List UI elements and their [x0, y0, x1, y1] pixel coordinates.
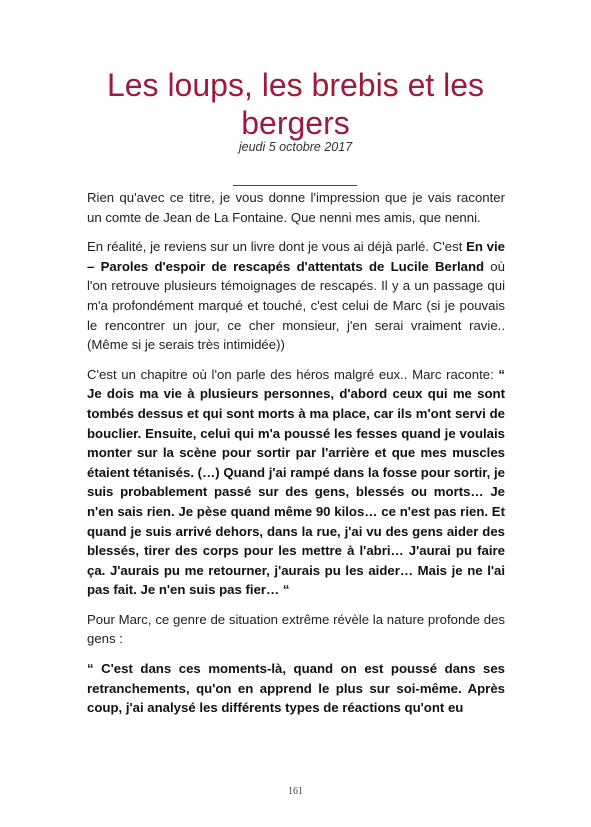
paragraph-extreme-situation: Pour Marc, ce genre de situation extrême révèle la nature profonde des gens : — [87, 611, 505, 647]
paragraph-intro: Rien qu'avec ce titre, je vous donne l'impression que je vais raconter un comte de Jean de La Fontaine. Que nenni mes amis, que nenni. — [87, 190, 505, 225]
quote-intro-text: C'est un chapitre où l'on parle des héros malgré eux.. Marc raconte: — [87, 366, 499, 382]
book-title: En vie – Paroles d'espoir de rescapés d'attentats de Lucile Berland — [87, 239, 505, 274]
paragraph-marc-quote — [87, 365, 505, 600]
book-intro-text: En réalité, je reviens sur un livre dont je vous ai déjà parlé. C'est — [87, 239, 467, 255]
article-date: jeudi 5 octobre 2017 — [238, 140, 353, 154]
page-number: 161 — [288, 786, 303, 797]
title-separator — [233, 185, 357, 186]
book-description-text: où l'on retrouve plusieurs témoignages de rescapés. Il y a un passage qui m'a profondément marqué et touché, c'est celui de Marc (si je pouvais le rencontrer un jour, ce cher monsieur, j'en serai vraiment ravie..(Même si je serais très intimidée)) — [87, 258, 505, 353]
paragraph-second-quote: “ C'est dans ces moments-là, quand on est poussé dans ses retranchements, qu'on en apprend le plus sur soi-même. Après coup, j'ai analysé les différents types de réactions qu'ont eu — [87, 661, 505, 716]
article-title: Les loups, les brebis et les bergers — [106, 67, 485, 141]
article-body — [87, 188, 505, 728]
marc-quote: “ Je dois ma vie à plusieurs personnes, d'abord ceux qui me sont tombés dessus et qui sont morts à ma place, car ils m'ont servi de bouclier. Ensuite, celui qui m'a poussé les fesses quand je voulais monter sur la scène pour sortir par l'arrière et que mes muscles étaient tétanisés. (…) Quand j'ai rampé dans la fosse pour sortir, je suis probablement passé sur des gens, blessés ou morts… Je n'en sais rien. Je pèse quand même 90 kilos… ce n'est pas rien. Et quand je suis arrivé dehors, dans la rue, j'ai vu des gens aider des blessés, tirer des corps pour les mettre à l'abri… J'aurai pu faire ça. J'aurais pu me retourner, j'aurais pu les aider… Mais je ne l'ai pas fait. Je n'en suis pas fier… “ — [87, 366, 505, 598]
paragraph-book — [87, 237, 505, 355]
